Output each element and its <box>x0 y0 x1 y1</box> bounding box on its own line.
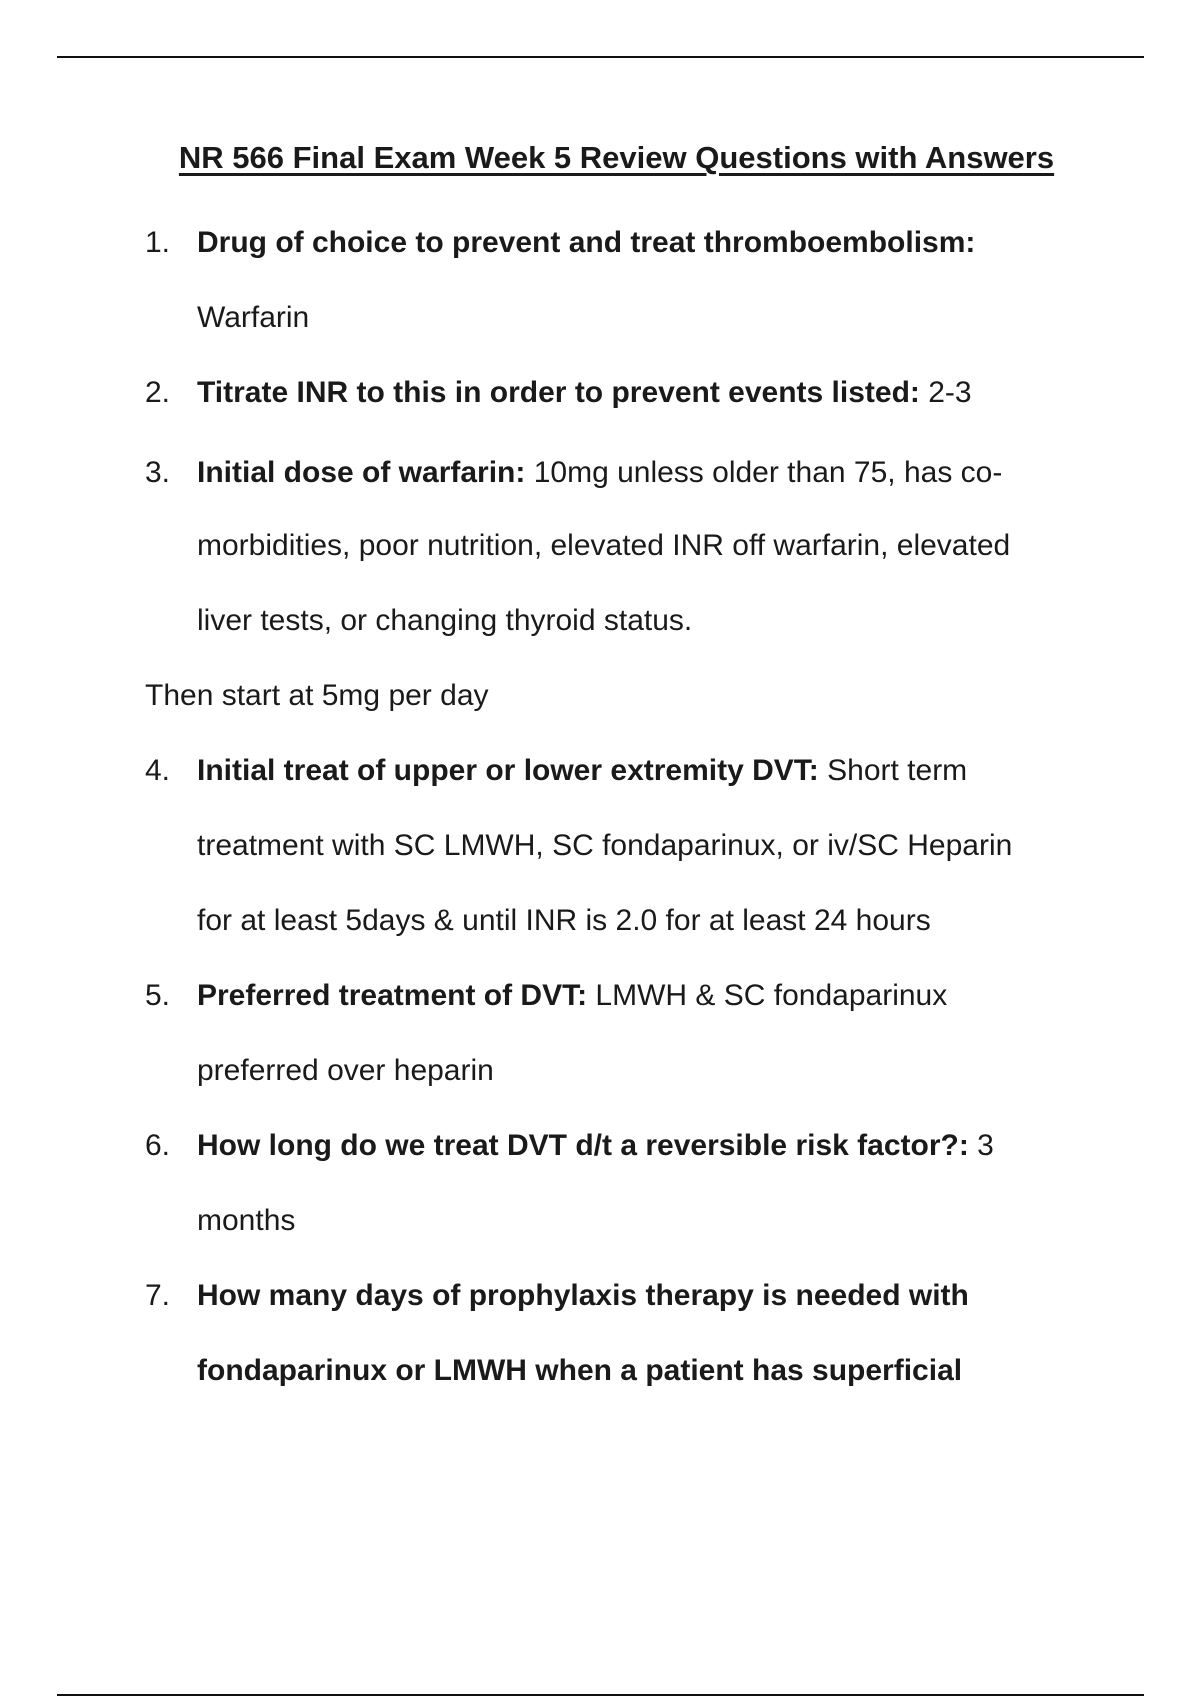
answer-continuation: Warfarin <box>197 301 310 334</box>
item-number: 1. <box>145 226 171 259</box>
question-text: Initial treat of upper or lower extremity DVT: <box>197 754 819 787</box>
answer-text: 2-3 <box>919 376 972 409</box>
answer-continuation: for at least 5days & until INR is 2.0 for at least 24 hours <box>197 904 931 937</box>
document-title: NR 566 Final Exam Week 5 Review Questions with Answers <box>178 140 1055 175</box>
answer-continuation: months <box>197 1204 296 1237</box>
answer-continuation: treatment with SC LMWH, SC fondaparinux, or iv/SC Heparin <box>197 829 1013 862</box>
question-continuation: fondaparinux or LMWH when a patient has superficial <box>197 1354 963 1387</box>
list-item <box>197 226 975 260</box>
item-number: 2. <box>145 376 171 409</box>
list-item <box>197 376 972 410</box>
question-text: Preferred treatment of DVT: <box>197 979 588 1012</box>
list-item <box>197 979 947 1013</box>
answer-text: 3 <box>968 1129 994 1162</box>
answer-continuation: preferred over heparin <box>197 1054 494 1087</box>
question-text: Initial dose of warfarin: <box>197 456 526 489</box>
item-number: 4. <box>145 754 171 787</box>
top-rule <box>57 56 1144 58</box>
note-text: Then start at 5mg per day <box>145 679 489 712</box>
question-text: How many days of prophylaxis therapy is needed with <box>197 1279 969 1312</box>
answer-text: LMWH & SC fondaparinux <box>587 979 948 1012</box>
list-item <box>197 754 967 788</box>
list-item <box>197 1279 969 1313</box>
item-number: 5. <box>145 979 171 1012</box>
item-number: 3. <box>145 456 171 489</box>
question-text: Drug of choice to prevent and treat thromboembolism: <box>197 226 976 259</box>
item-number: 6. <box>145 1129 171 1162</box>
list-item <box>197 456 1002 490</box>
bottom-rule <box>57 1694 1144 1696</box>
item-number: 7. <box>145 1279 171 1312</box>
answer-text: 10mg unless older than 75, has co- <box>525 456 1003 489</box>
answer-continuation: morbidities, poor nutrition, elevated INR off warfarin, elevated <box>197 529 1011 562</box>
question-text: Titrate INR to this in order to prevent events listed: <box>197 376 920 409</box>
answer-text: Short term <box>818 754 968 787</box>
list-item <box>197 1129 994 1163</box>
question-text: How long do we treat DVT d/t a reversible risk factor?: <box>197 1129 969 1162</box>
answer-continuation: liver tests, or changing thyroid status. <box>197 604 693 637</box>
